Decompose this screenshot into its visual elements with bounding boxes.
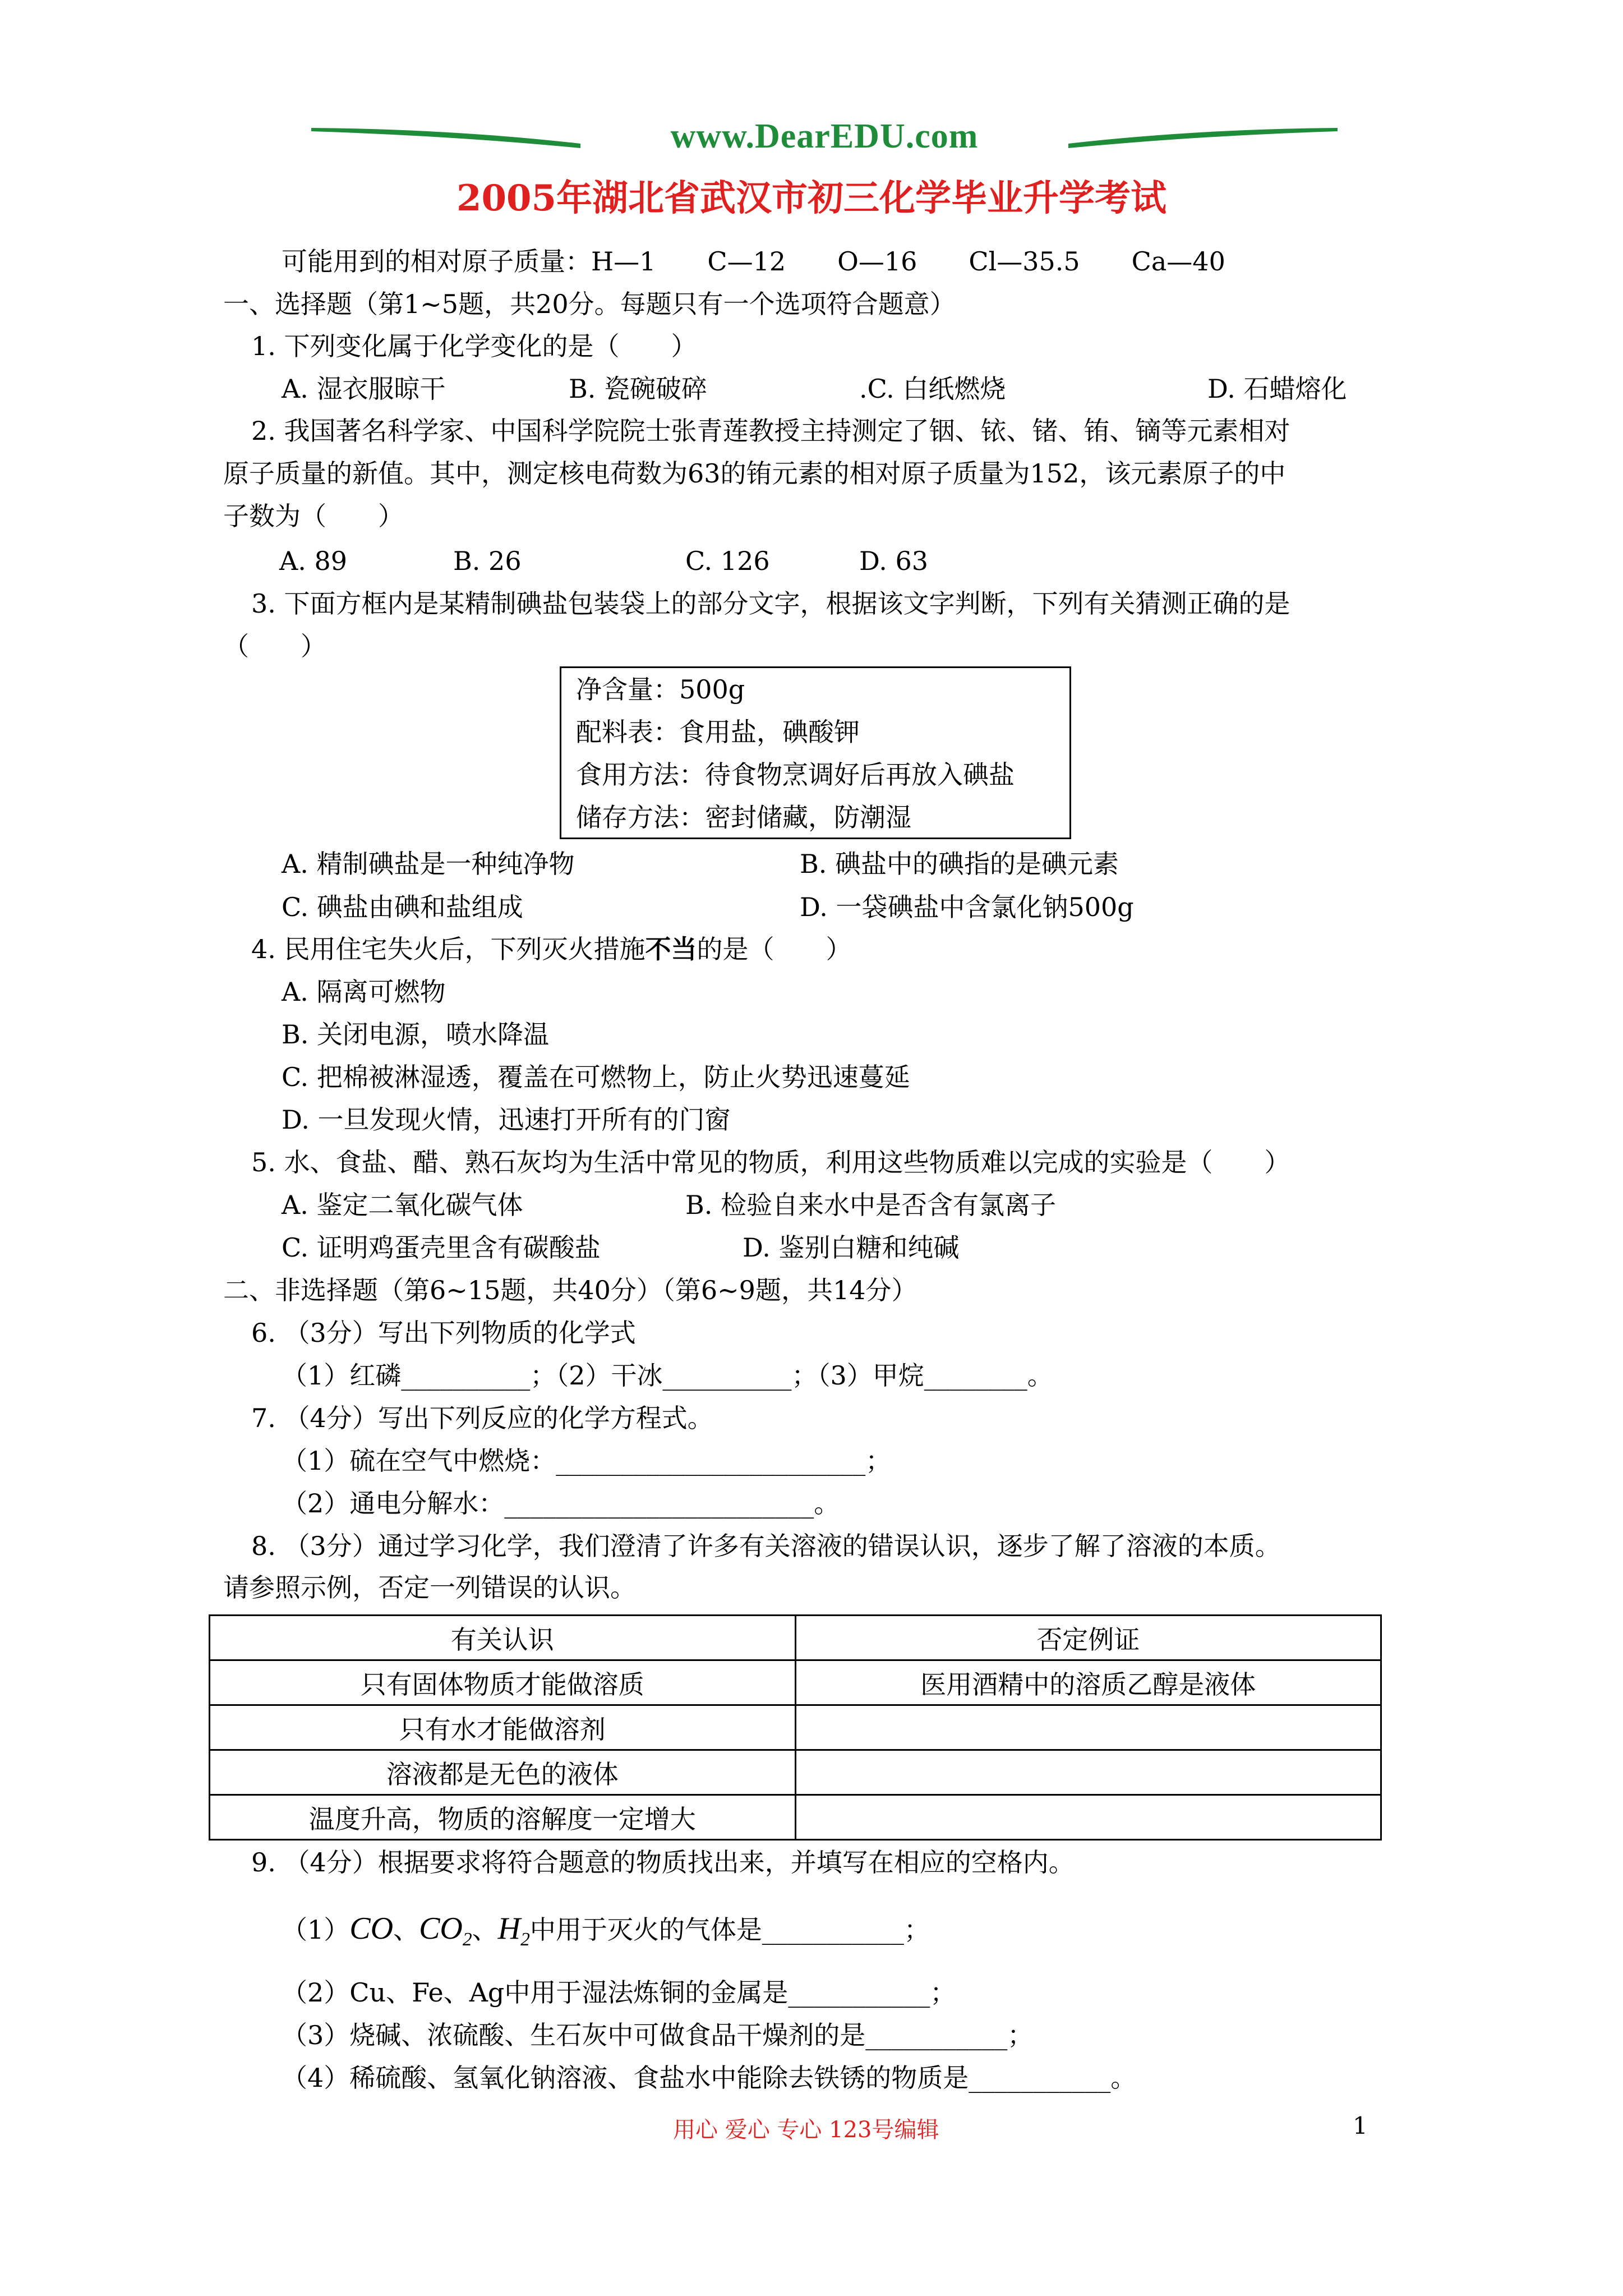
q3-option-d: D. 一袋碘盐中含氯化钠500g <box>800 892 1134 922</box>
q5-option-a: A. 鉴定二氧化碳气体 <box>282 1190 523 1220</box>
q9-line4: （4）稀硫酸、氢氧化钠溶液、食盐水中能除去铁锈的物质是___________。 <box>282 2063 1137 2093</box>
salt-box-line: 净含量：500g <box>576 674 745 705</box>
q3-option-b: B. 碘盐中的碘指的是碘元素 <box>800 849 1119 879</box>
q1-option-c: .C. 白纸燃烧 <box>859 374 1006 404</box>
formula-separator: 、 <box>393 1915 419 1945</box>
table-cell: 温度升高，物质的溶解度一定增大 <box>210 1795 796 1840</box>
formula-co: CO <box>349 1911 394 1946</box>
q7-line2: （2）通电分解水：________________________。 <box>282 1488 840 1519</box>
formula-separator: 、 <box>472 1915 498 1945</box>
formula-h2-subscript: 2 <box>520 1929 530 1950</box>
q4-stem-before: 4. 民用住宅失火后，下列灭火措施 <box>251 934 645 964</box>
table-cell <box>795 1750 1381 1795</box>
q4-option-a: A. 隔离可燃物 <box>282 977 446 1007</box>
footer-text: 用心 爱心 专心 123号编辑 <box>673 2117 939 2143</box>
q9-stem: 9. （4分）根据要求将符合题意的物质找出来，并填写在相应的空格内。 <box>251 1847 1075 1878</box>
table-row <box>210 1750 1381 1795</box>
q5-option-c: C. 证明鸡蛋壳里含有碳酸盐 <box>282 1232 601 1263</box>
table-cell: 溶液都是无色的液体 <box>210 1750 796 1795</box>
q2-option-b: B. 26 <box>453 546 522 576</box>
iodized-salt-label-box <box>560 666 1071 839</box>
q4-stem <box>251 932 852 966</box>
table-cell: 医用酒精中的溶质乙醇是液体 <box>795 1660 1381 1705</box>
q3-line1: 3. 下面方框内是某精制碘盐包装袋上的部分文字，根据该文字判断，下列有关猜测正确的是 <box>251 588 1290 619</box>
q9-line1-suffix: 中用于灭火的气体是___________； <box>529 1915 930 1945</box>
salt-box-line: 储存方法：密封储藏，防潮湿 <box>576 802 911 832</box>
section1-heading: 一、选择题（第1~5题，共20分。每题只有一个选项符合题意） <box>223 289 956 319</box>
q9-line1 <box>282 1907 930 1961</box>
q4-option-d: D. 一旦发现火情，迅速打开所有的门窗 <box>282 1105 731 1135</box>
formula-h2-base: H <box>497 1911 521 1946</box>
q8-line1: 8. （3分）通过学习化学，我们澄清了许多有关溶液的错误认识，逐步了解了溶液的本质。 <box>251 1531 1281 1561</box>
q1-option-b: B. 瓷碗破碎 <box>569 374 708 404</box>
atomic-mass-intro: 可能用到的相对原子质量：H—1 C—12 O—16 Cl—35.5 Ca—40 <box>282 246 1225 277</box>
section2-heading: 二、非选择题（第6~15题，共40分）（第6~9题，共14分） <box>223 1275 917 1305</box>
banner-text: www.DearEDU.com <box>670 117 979 155</box>
formula-h2 <box>497 1911 530 1950</box>
table-cell: 只有固体物质才能做溶质 <box>210 1660 796 1705</box>
formula-co2-base: CO <box>419 1911 463 1946</box>
q9-line2: （2）Cu、Fe、Ag中用于湿法炼铜的金属是___________； <box>282 1977 956 2008</box>
q2-line2: 原子质量的新值。其中，测定核电荷数为63的铕元素的相对原子质量为152，该元素原子的中 <box>223 458 1286 489</box>
q2-option-d: D. 63 <box>859 546 929 576</box>
q9-line3: （3）烧碱、浓硫酸、生石灰中可做食品干燥剂的是___________； <box>282 2020 1034 2050</box>
q5-stem: 5. 水、食盐、醋、熟石灰均为生活中常见的物质，利用这些物质难以完成的实验是（ ） <box>251 1147 1290 1177</box>
q3-option-a: A. 精制碘盐是一种纯净物 <box>282 849 575 879</box>
q4-option-c: C. 把棉被淋湿透，覆盖在可燃物上，防止火势迅速蔓延 <box>282 1062 910 1092</box>
q4-option-b: B. 关闭电源，喷水降温 <box>282 1019 550 1050</box>
table-header-cell: 有关认识 <box>210 1616 796 1660</box>
q7-line1: （1）硫在空气中燃烧：________________________； <box>282 1446 892 1476</box>
q8-line2: 请参照示例，否定一列错误的认识。 <box>223 1572 636 1603</box>
q5-option-d: D. 鉴别白糖和纯碱 <box>743 1232 960 1263</box>
table-cell: 只有水才能做溶剂 <box>210 1705 796 1750</box>
q6-stem: 6. （3分）写出下列物质的化学式 <box>251 1318 636 1348</box>
q1-option-a: A. 湿衣服晾干 <box>282 374 446 404</box>
header-banner <box>311 112 1338 163</box>
formula-co2 <box>419 1911 472 1950</box>
q7-stem: 7. （4分）写出下列反应的化学方程式。 <box>251 1403 713 1433</box>
table-row <box>210 1660 1381 1705</box>
table-row <box>210 1795 1381 1840</box>
q4-stem-after: 的是（ ） <box>697 934 852 964</box>
q5-option-b: B. 检验自来水中是否含有氯离子 <box>685 1190 1057 1220</box>
q3-option-c: C. 碘盐由碘和盐组成 <box>282 892 523 922</box>
q2-line3: 子数为（ ） <box>223 501 404 531</box>
table-header-row <box>210 1616 1381 1660</box>
page-number: 1 <box>1353 2112 1368 2139</box>
q4-stem-emphasis: 不当 <box>645 934 697 964</box>
formula-co2-subscript: 2 <box>462 1929 472 1950</box>
solution-misconception-table <box>209 1614 1382 1841</box>
q9-line1-prefix: （1） <box>282 1915 350 1945</box>
salt-box-line: 食用方法：待食物烹调好后再放入碘盐 <box>576 760 1015 790</box>
q2-line1: 2. 我国著名科学家、中国科学院院士张青莲教授主持测定了铟、铱、锗、铕、镝等元素相对 <box>251 416 1290 446</box>
table-row <box>210 1705 1381 1750</box>
table-cell <box>795 1705 1381 1750</box>
q3-line2: （ ） <box>223 631 326 661</box>
q1-option-d: D. 石蜡熔化 <box>1207 374 1347 404</box>
table-cell <box>795 1795 1381 1840</box>
table-header-cell: 否定例证 <box>795 1616 1381 1660</box>
q1-stem: 1. 下列变化属于化学变化的是（ ） <box>251 331 697 361</box>
q6-blanks: （1）红磷__________；（2）干冰__________；（3）甲烷________。 <box>282 1360 1053 1391</box>
q2-option-a: A. 89 <box>279 546 347 576</box>
page-title: 2005年湖北省武汉市初三化学毕业升学考试 <box>456 177 1167 219</box>
q2-option-c: C. 126 <box>685 546 770 576</box>
salt-box-line: 配料表：食用盐，碘酸钾 <box>576 717 860 747</box>
